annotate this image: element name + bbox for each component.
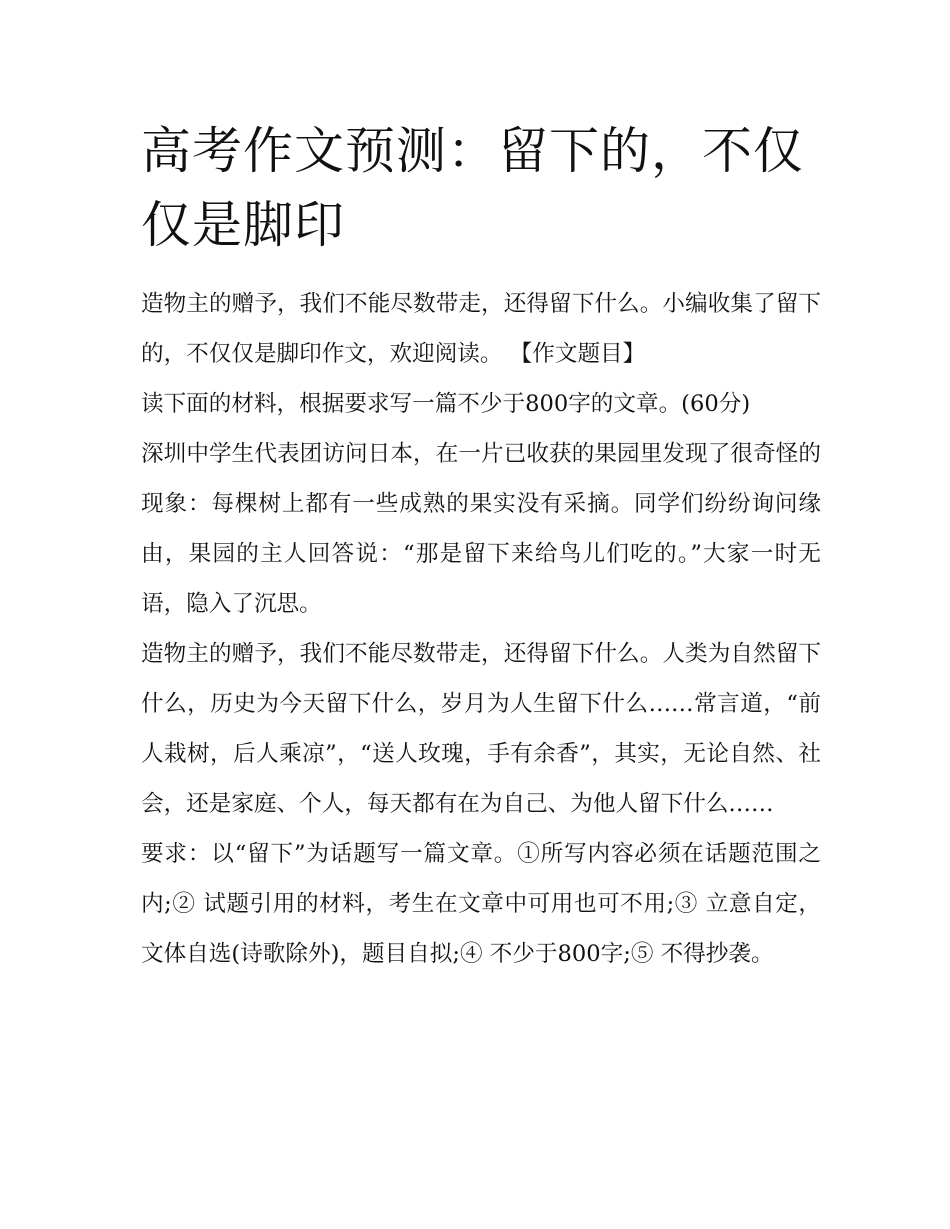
instruction-paragraph: 读下面的材料，根据要求写一篇不少于800字的文章。(60分)	[141, 391, 751, 417]
document-body	[141, 279, 821, 979]
material-paragraph: 深圳中学生代表团访问日本，在一片已收获的果园里发现了很奇怪的现象：每棵树上都有一些成熟的果实没有采摘。同学们纷纷询问缘由，果园的主人回答说：“那是留下来给鸟儿们吃的。”大家一时无语，隐入了沉思。	[141, 441, 821, 617]
requirements-paragraph: 要求：以“留下”为话题写一篇文章。①所写内容必须在话题范围之内;② 试题引用的材料，考生在文章中可用也可不用;③ 立意自定，文体自选(诗歌除外)，题目自拟;④ 不少于800字;⑤ 不得抄袭。	[141, 841, 821, 967]
document-title: 高考作文预测：留下的，不仅仅是脚印	[141, 122, 804, 254]
discussion-paragraph: 造物主的赠予，我们不能尽数带走，还得留下什么。人类为自然留下什么，历史为今天留下什么，岁月为人生留下什么……常言道，“前人栽树，后人乘凉”，“送人玫瑰，手有余香”，其实，无论自然、社会，还是家庭、个人，每天都有在为自己、为他人留下什么……	[141, 641, 821, 817]
intro-paragraph: 造物主的赠予，我们不能尽数带走，还得留下什么。小编收集了留下的，不仅仅是脚印作文，欢迎阅读。 【作文题目】	[141, 291, 821, 367]
